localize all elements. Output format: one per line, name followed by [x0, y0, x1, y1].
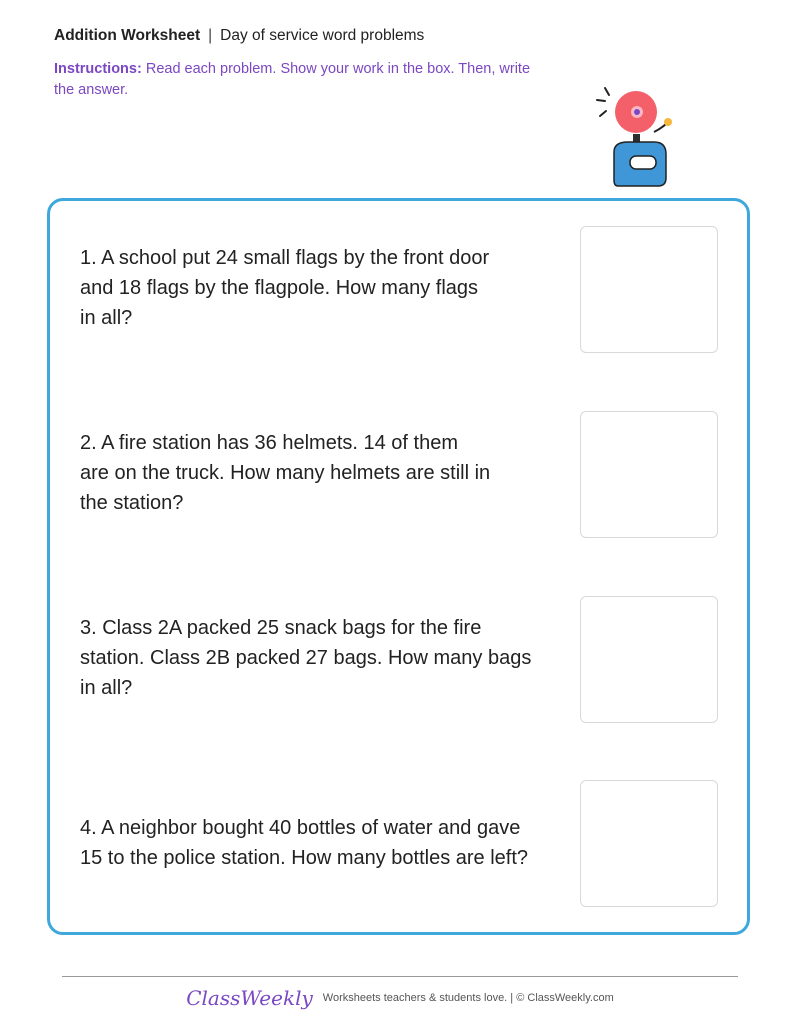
problem-line: 2. A fire station has 36 helmets. 14 of them — [80, 432, 458, 454]
problem-line: 4. A neighbor bought 40 bottles of water and gave — [80, 817, 521, 839]
answer-box-2[interactable] — [580, 411, 718, 538]
problem-2 — [80, 428, 570, 518]
footer-tagline: Worksheets teachers & students love. | © ClassWeekly.com — [322, 992, 614, 1004]
alarm-bell-icon — [592, 86, 682, 188]
worksheet-header — [54, 27, 424, 45]
classweekly-logo: ClassWeekly — [186, 986, 313, 1010]
bell-base-plate — [630, 156, 656, 169]
worksheet-subtitle: Day of service word problems — [220, 27, 425, 44]
problem-line: the station? — [80, 492, 184, 514]
bell-ring-line — [605, 88, 609, 95]
bell-ring-line — [597, 100, 605, 101]
problem-4 — [80, 813, 570, 873]
header-separator: | — [208, 27, 213, 44]
problem-line: and 18 flags by the flagpole. How many flags — [80, 277, 479, 299]
bell-ring-line — [600, 111, 606, 116]
problem-line: are on the truck. How many helmets are still in — [80, 462, 491, 484]
bell-center-dot — [634, 109, 640, 115]
problem-1 — [80, 243, 570, 333]
footer — [0, 986, 800, 1010]
instructions-label: Instructions: — [54, 61, 142, 77]
worksheet-title: Addition Worksheet — [54, 27, 201, 44]
bell-hammer-tip — [664, 118, 672, 126]
problem-line: 1. A school put 24 small flags by the front door — [80, 247, 490, 269]
problem-line: in all? — [80, 307, 133, 329]
problem-3 — [80, 613, 570, 703]
answer-box-3[interactable] — [580, 596, 718, 723]
answer-box-1[interactable] — [580, 226, 718, 353]
problem-line: 15 to the police station. How many bottles are left? — [80, 847, 529, 869]
answer-box-4[interactable] — [580, 780, 718, 907]
instructions-text: Read each problem. Show your work in the box. Then, write the answer. — [54, 61, 531, 98]
problem-line: station. Class 2B packed 27 bags. How many bags — [80, 647, 532, 669]
instructions — [54, 59, 554, 101]
problem-line: 3. Class 2A packed 25 snack bags for the fire — [80, 617, 482, 639]
footer-divider — [62, 976, 738, 977]
problem-line: in all? — [80, 677, 133, 699]
